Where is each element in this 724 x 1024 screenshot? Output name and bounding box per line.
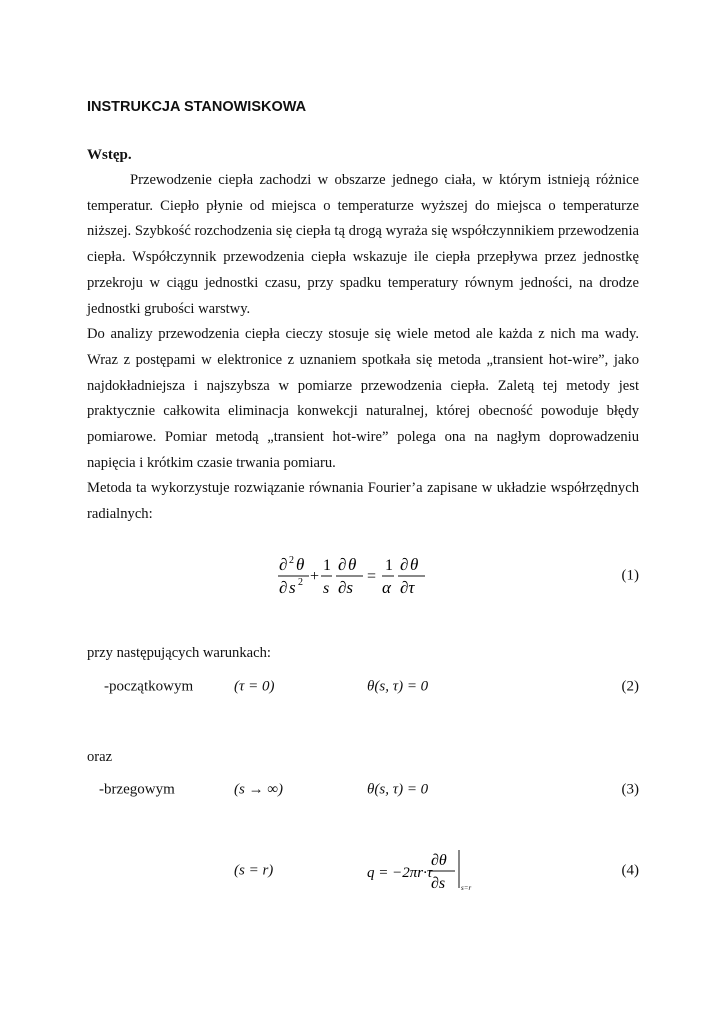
equation-number-3: (3) [621, 781, 639, 798]
fourier-equation [87, 553, 639, 599]
eq1-d3: ∂ [338, 555, 347, 574]
eq1-equals: = [367, 568, 377, 585]
initial-condition-label: -początkowym [104, 678, 194, 695]
conditions-intro: przy następujących warunkach: [87, 645, 271, 661]
eq1-s-den: s [323, 580, 330, 597]
eq1-theta3: θ [410, 555, 419, 574]
equation-number-2: (2) [621, 678, 639, 695]
eq1-d1: ∂ [279, 555, 288, 574]
heat-flux-equation [365, 848, 505, 894]
eq1-d2: ∂ [279, 578, 288, 597]
eq1-dtau: ∂τ [400, 578, 415, 597]
eq4-numerator: ∂θ [431, 852, 447, 869]
eq1-theta2: θ [348, 555, 357, 574]
eq1-sq2: 2 [298, 577, 303, 588]
body-text [87, 168, 639, 528]
equation-number-4: (4) [621, 862, 639, 879]
eq1-ds: ∂s [338, 578, 354, 597]
oraz-text: oraz [87, 749, 113, 765]
equation-2 [87, 667, 639, 707]
equation-4 [87, 848, 639, 894]
boundary-condition-expr: θ(s, τ) = 0 [367, 781, 429, 798]
eq4-subscript: s=r [461, 884, 472, 892]
document-heading: INSTRUKCJA STANOWISKOWA [87, 99, 307, 115]
eq1-alpha: α [382, 578, 391, 597]
paragraph-2: Do analizy przewodzenia ciepła cieczy stosuje się wiele metod ale każda z nich ma wady. Wraz z postępami w elektronice z uznaniem spotkała się metoda „transient hot-wire”, jako najdokładniejsza i najszybsza w pomiarze przewodzenia ciepła. Zaletą tej metody jest praktycznie całkowita eliminacja konwekcji naturalnej, której obecność powoduje błędy pomiarowe. Pomiar metodą „transient hot-wire” polega ona na nagłym doprowadzeniu napięcia i krótkim czasie trwania pomiaru. [87, 326, 639, 471]
boundary-condition-label: -brzegowym [99, 781, 175, 798]
heat-flux-condition: (s = r) [234, 862, 274, 879]
eq1-sq1: 2 [289, 555, 294, 566]
eq1-s2: s [289, 578, 296, 597]
eq1-one-2: 1 [385, 557, 393, 574]
eq4-denominator: ∂s [431, 875, 446, 892]
paragraph-3: Metoda ta wykorzystuje rozwiązanie równania Fourier’a zapisane w układzie współrzędnych radialnych: [87, 480, 639, 523]
paragraph-1: Przewodzenie ciepła zachodzi w obszarze jednego ciała, w którym istnieją różnice temperatur. Ciepło płynie od miejsca o temperaturze wyższej do miejsca o temperaturze niższej. Szybkość rozchodzenia się ciepła tą drogą wyraża się współczynnikiem przewodzenia ciepła. Współczynnik przewodzenia ciepła wskazuje ile ciepła przepływa przez jednostkę przekroju w ciągu jednostki czasu, przy spadku temperatury równym jedności, na drodze jednostki grubości warstwy. [87, 172, 639, 317]
eq4-lhs: q = −2πr·τ [367, 865, 433, 881]
equation-3 [87, 770, 639, 810]
eq1-theta1: θ [296, 555, 305, 574]
equation-1 [87, 553, 639, 599]
equation-number-1: (1) [621, 567, 639, 584]
initial-condition-expr: θ(s, τ) = 0 [367, 678, 429, 695]
initial-condition-range: (τ = 0) [234, 678, 275, 695]
section-title: Wstęp. [87, 147, 132, 163]
boundary-condition-range: (s → ∞) [234, 781, 284, 798]
eq1-plus: + [310, 568, 320, 585]
eq1-d4: ∂ [400, 555, 409, 574]
eq1-one-1: 1 [323, 557, 331, 574]
